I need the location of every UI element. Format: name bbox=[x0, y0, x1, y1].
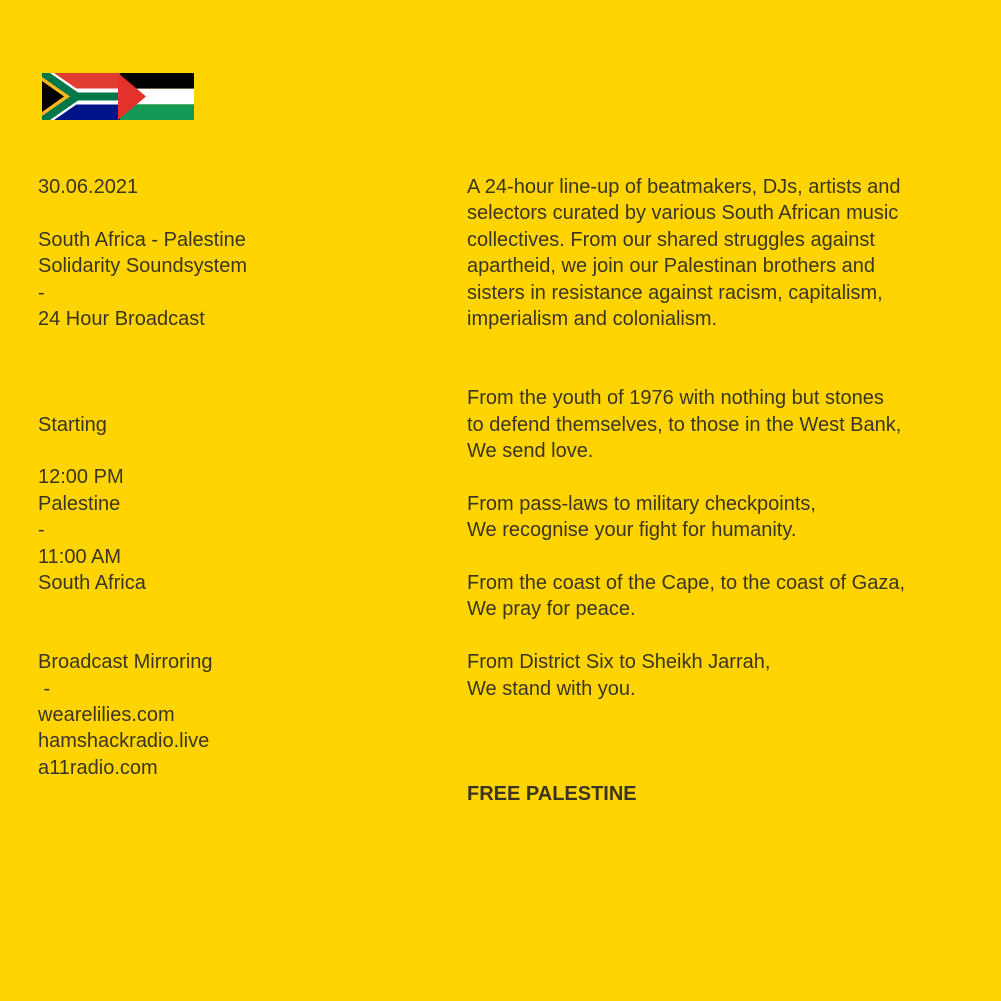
statement-column bbox=[467, 174, 987, 808]
free-palestine-heading: FREE PALESTINE bbox=[467, 783, 637, 806]
intro-line: A 24-hour line-up of beatmakers, DJs, artists and bbox=[467, 176, 901, 198]
intro-line: sisters in resistance against racism, capitalism, bbox=[467, 281, 883, 304]
event-date: 30.06.2021 bbox=[38, 176, 139, 198]
stanza-line: We pray for peace. bbox=[467, 598, 636, 621]
palestine-flag-icon bbox=[118, 73, 194, 120]
intro-line: apartheid, we join our Palestinan brothers and bbox=[467, 255, 876, 278]
event-details-column bbox=[38, 174, 418, 781]
event-title-line-2: Solidarity Soundsystem bbox=[38, 255, 247, 278]
start-place-south-africa: South Africa bbox=[38, 572, 146, 595]
start-time-south-africa: 11:00 AM bbox=[38, 545, 122, 568]
start-place-palestine: Palestine bbox=[38, 492, 121, 515]
event-title-dash: - bbox=[38, 281, 45, 304]
start-time-dash: - bbox=[38, 519, 45, 542]
starting-label: Starting bbox=[38, 413, 107, 436]
intro-line: collectives. From our shared struggles against bbox=[467, 228, 875, 251]
stanza-line: to defend themselves, to those in the West Bank, bbox=[467, 413, 902, 436]
stanza-line: From the youth of 1976 with nothing but stones bbox=[467, 387, 884, 410]
stanza-4 bbox=[467, 649, 987, 702]
stanza-line: From pass-laws to military checkpoints, bbox=[467, 492, 816, 515]
broadcast-mirroring-dash: - bbox=[38, 677, 51, 700]
intro-line: imperialism and colonialism. bbox=[467, 308, 718, 331]
stanza-line: We send love. bbox=[467, 440, 594, 463]
start-time-palestine: 12:00 PM bbox=[38, 466, 124, 489]
flags-banner bbox=[42, 73, 194, 120]
broadcast-mirroring-label: Broadcast Mirroring bbox=[38, 651, 213, 674]
intro-paragraph bbox=[467, 174, 987, 332]
stanza-3 bbox=[467, 570, 987, 623]
mirror-link: wearelilies.com bbox=[38, 704, 175, 727]
stanza-2 bbox=[467, 491, 987, 544]
stanza-line: From District Six to Sheikh Jarrah, bbox=[467, 651, 771, 674]
stanza-line: From the coast of the Cape, to the coast of Gaza, bbox=[467, 572, 906, 595]
south-africa-flag-icon bbox=[42, 73, 120, 120]
intro-line: selectors curated by various South African music bbox=[467, 202, 899, 225]
stanza-1 bbox=[467, 385, 987, 464]
event-title-line-3: 24 Hour Broadcast bbox=[38, 308, 205, 331]
stanza-line: We recognise your fight for humanity. bbox=[467, 519, 797, 542]
mirror-link: hamshackradio.live bbox=[38, 730, 210, 753]
stanza-line: We stand with you. bbox=[467, 677, 636, 700]
event-title-line-1: South Africa - Palestine bbox=[38, 228, 246, 251]
mirror-link: a11radio.com bbox=[38, 756, 158, 779]
